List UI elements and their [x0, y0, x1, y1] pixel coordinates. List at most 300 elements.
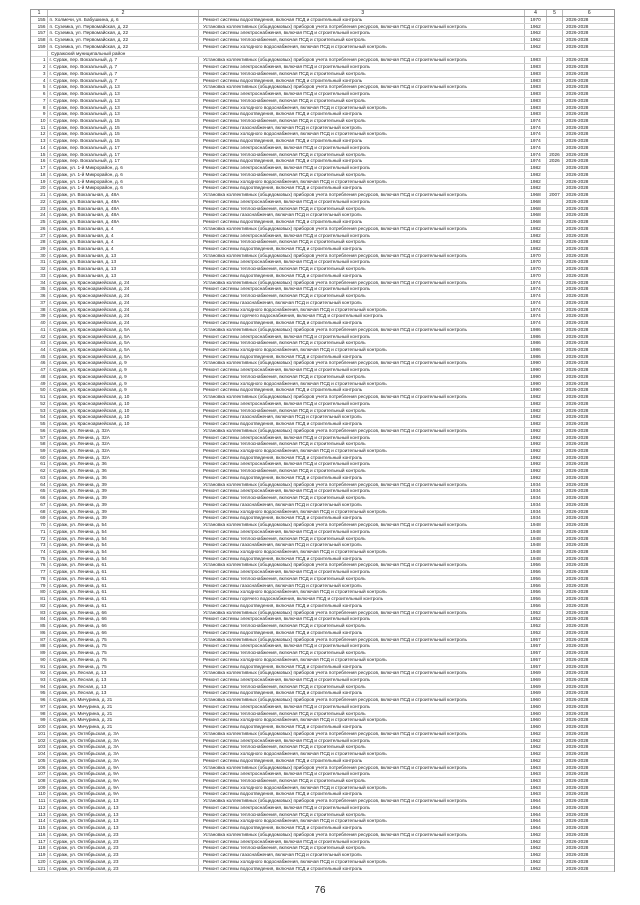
address-cell: п. Суземка, ул. Первомайская, д. 22 [48, 24, 199, 30]
year-cell: 1983 [525, 84, 547, 90]
work-type-cell: Ремонт системы водоотведения, включая ПСД и строительный контроль [199, 724, 525, 730]
work-type-cell: Установка коллективных (общедомовых) приборов учета потребления ресурсов, включая ПСД и строительный контроль [199, 428, 525, 434]
period-cell: 2026-2028 [566, 858, 589, 864]
address-cell: г. Сураж, ул. Красноармейская, д. 24 [48, 320, 199, 326]
period-cell: 2026-2028 [566, 528, 589, 534]
extra-year-cell [547, 347, 563, 353]
table-row [31, 791, 614, 798]
table-row [31, 717, 614, 724]
work-type-cell: Ремонт системы газоснабжения, включая ПСД и строительный контроль [199, 125, 525, 131]
row-number: 81 [31, 596, 48, 602]
extra-year-cell [547, 717, 563, 723]
row-number: 1 [31, 57, 48, 63]
table-row [31, 17, 614, 24]
period-cell: 2026-2028 [566, 710, 589, 716]
year-cell: 1992 [525, 448, 547, 454]
extra-year-cell [547, 145, 563, 151]
row-number: 22 [31, 199, 48, 205]
address-cell: г. Сураж, ул. Октябрьская, д. 13 [48, 798, 199, 804]
extra-year-cell [547, 798, 563, 804]
table-row [31, 589, 614, 596]
work-type-cell: Ремонт системы теплоснабжения, включая ПСД и строительный контроль [199, 744, 525, 750]
period-cell: 2026-2028 [566, 825, 589, 831]
work-type-cell: Ремонт системы теплоснабжения, включая ПСД и строительный контроль [199, 239, 525, 245]
period-cell: 2026-2028 [566, 259, 589, 265]
row-number: 8 [31, 105, 48, 111]
row-number: 37 [31, 300, 48, 306]
table-row [31, 300, 614, 307]
address-cell: г. Сураж, ул. Лесная, д. 13 [48, 684, 199, 690]
year-cell: 1934 [525, 495, 547, 501]
table-row [31, 690, 614, 697]
address-cell: п. Суземка, ул. Первомайская, д. 22 [48, 44, 199, 50]
column-number-5: 5 [547, 10, 563, 16]
table-row [31, 798, 614, 805]
row-number: 12 [31, 131, 48, 137]
address-cell: г. Сураж, ул. Красноармейская, д. 9 [48, 374, 199, 380]
extra-year-cell [547, 738, 563, 744]
work-type-cell: Ремонт системы теплоснабжения, включая ПСД и строительный контроль [199, 812, 525, 818]
work-type-cell: Ремонт системы электроснабжения, включая ПСД и строительный контроль [199, 616, 525, 622]
year-cell: 1974 [525, 125, 547, 131]
table-row [31, 785, 614, 792]
year-cell: 1970 [525, 273, 547, 279]
row-number: 99 [31, 717, 48, 723]
year-cell: 1956 [525, 596, 547, 602]
extra-year-cell [547, 569, 563, 575]
period-cell: 2026-2028 [566, 138, 589, 144]
table-row [31, 758, 614, 765]
period-cell: 2026-2028 [566, 279, 589, 285]
table-row [31, 664, 614, 671]
table-row [31, 414, 614, 421]
year-cell: 1962 [525, 44, 547, 50]
extra-year-cell [547, 488, 563, 494]
address-cell: г. Сураж, ул. Ленина, д. 36 [48, 461, 199, 467]
row-number: 20 [31, 185, 48, 191]
year-cell: 1986 [525, 327, 547, 333]
work-type-cell: Ремонт системы холодного водоснабжения, включая ПСД и строительный контроль [199, 131, 525, 137]
table-row [31, 340, 614, 347]
work-type-cell: Ремонт системы водоотведения, включая ПСД и строительный контроль [199, 138, 525, 144]
table-row [31, 650, 614, 657]
extra-year-cell [547, 421, 563, 427]
extra-year-cell [547, 562, 563, 568]
work-type-cell: Ремонт системы электроснабжения, включая ПСД и строительный контроль [199, 461, 525, 467]
table-row [31, 24, 614, 31]
address-cell: г. Сураж, ул. Красноармейская, д. 24 [48, 300, 199, 306]
address-cell: г. Сураж, ул. Красноармейская, д. 5А [48, 334, 199, 340]
year-cell: 1960 [525, 711, 547, 717]
table-row [31, 199, 614, 206]
year-cell: 1962 [525, 859, 547, 865]
address-cell: г. Сураж, ул. Красноармейская, д. 9 [48, 367, 199, 373]
extra-year-cell [547, 610, 563, 616]
extra-year-cell [547, 643, 563, 649]
address-cell: г. Сураж, ул. Ленина, д. 54 [48, 549, 199, 555]
extra-year-cell [547, 758, 563, 764]
address-cell: г. Сураж, пер. Вокзальный, д. 17 [48, 158, 199, 164]
row-number: 56 [31, 428, 48, 434]
row-number: 53 [31, 408, 48, 414]
row-number: 121 [31, 866, 48, 872]
row-number: 116 [31, 832, 48, 838]
table-row [31, 212, 614, 219]
year-cell: 1948 [525, 522, 547, 528]
year-cell: 1974 [525, 158, 547, 164]
table-row [31, 44, 614, 51]
period-cell: 2026-2028 [566, 629, 589, 635]
address-cell: г. Сураж, ул. Ленина, д. 54 [48, 556, 199, 562]
period-cell: 2026-2028 [566, 791, 589, 797]
extra-year-cell [547, 690, 563, 696]
period-cell: 2026-2028 [566, 831, 589, 837]
work-type-cell: Ремонт системы теплоснабжения, включая ПСД и строительный контроль [199, 374, 525, 380]
address-cell: г. Сураж, ул. Лесная, д. 13 [48, 690, 199, 696]
address-cell: г. Сураж, ул. Вокзальная, д. 48А [48, 219, 199, 225]
row-number: 75 [31, 556, 48, 562]
year-cell: 1968 [525, 206, 547, 212]
year-cell: 1963 [525, 791, 547, 797]
row-number: 73 [31, 542, 48, 548]
table-row [31, 354, 614, 361]
extra-year-cell [547, 441, 563, 447]
work-type-cell: Ремонт системы электроснабжения, включая ПСД и строительный контроль [199, 91, 525, 97]
row-number: 102 [31, 738, 48, 744]
table-row [31, 239, 614, 246]
table-row [31, 704, 614, 711]
work-type-cell: Установка коллективных (общедомовых) приборов учета потребления ресурсов, включая ПСД и строительный контроль [199, 327, 525, 333]
year-cell: 1948 [525, 542, 547, 548]
work-type-cell: Ремонт системы электроснабжения, включая ПСД и строительный контроль [199, 165, 525, 171]
period-cell: 2026-2028 [566, 744, 589, 750]
row-number: 38 [31, 307, 48, 313]
extra-year-cell [547, 805, 563, 811]
work-type-cell: Ремонт системы электроснабжения, включая ПСД и строительный контроль [199, 233, 525, 239]
work-type-cell: Установка коллективных (общедомовых) приборов учета потребления ресурсов, включая ПСД и строительный контроль [199, 280, 525, 286]
extra-year-cell [547, 259, 563, 265]
extra-year-cell [547, 125, 563, 131]
address-cell: г. Сураж, пер. Вокзальный, д. 17 [48, 152, 199, 158]
period-cell: 2026-2028 [566, 623, 589, 629]
period-cell: 2026-2028 [566, 495, 589, 501]
table-row [31, 320, 614, 327]
address-cell: г. Сураж, ул. Ленина, д. 32А [48, 435, 199, 441]
period-cell: 2026-2028 [566, 596, 589, 602]
row-number: 157 [31, 30, 48, 36]
table-row [31, 307, 614, 314]
work-type-cell: Ремонт системы водоотведения, включая ПСД и строительный контроль [199, 556, 525, 562]
period-cell: 2026-2028 [566, 353, 589, 359]
period-cell: 2026-2028 [566, 575, 589, 581]
period-cell: 2026-2028 [566, 77, 589, 83]
year-cell: 1963 [525, 778, 547, 784]
extra-year-cell [547, 374, 563, 380]
year-cell: 1962 [525, 24, 547, 30]
year-cell: 1986 [525, 347, 547, 353]
row-number: 62 [31, 468, 48, 474]
row-number: 55 [31, 421, 48, 427]
work-type-cell: Установка коллективных (общедомовых) приборов учета потребления ресурсов, включая ПСД и строительный контроль [199, 24, 525, 30]
year-cell: 1992 [525, 461, 547, 467]
period-cell: 2026-2028 [566, 151, 589, 157]
row-number: 28 [31, 239, 48, 245]
extra-year-cell [547, 845, 563, 851]
table-row [31, 360, 614, 367]
address-cell: г. Сураж, ул. Красноармейская, д. 10 [48, 414, 199, 420]
year-cell: 1952 [525, 623, 547, 629]
extra-year-cell [547, 448, 563, 454]
period-cell: 2026-2028 [566, 764, 589, 770]
work-type-cell: Установка коллективных (общедомовых) приборов учета потребления ресурсов, включая ПСД и строительный контроль [199, 226, 525, 232]
table-row [31, 697, 614, 704]
year-cell: 1962 [525, 731, 547, 737]
row-number: 18 [31, 172, 48, 178]
extra-year-cell [547, 226, 563, 232]
table-row [31, 435, 614, 442]
extra-year-cell [547, 616, 563, 622]
address-cell: г. Сураж, пер. Вокзальный, д. 13 [48, 84, 199, 90]
row-number: 118 [31, 845, 48, 851]
year-cell: 1968 [525, 192, 547, 198]
table-row [31, 556, 614, 563]
work-type-cell: Ремонт системы теплоснабжения, включая ПСД и строительный контроль [199, 576, 525, 582]
year-cell: 1982 [525, 226, 547, 232]
table-row [31, 367, 614, 374]
year-cell: 1948 [525, 529, 547, 535]
period-cell: 2026-2028 [566, 232, 589, 238]
table-row [31, 226, 614, 233]
address-cell: г. Сураж, ул. Красноармейская, д. 24 [48, 313, 199, 319]
table-row [31, 172, 614, 179]
extra-year-cell [547, 105, 563, 111]
period-cell: 2026-2028 [566, 286, 589, 292]
address-cell: г. Сураж, ул. Октябрьская, д. 3А [48, 738, 199, 744]
extra-year-cell [547, 233, 563, 239]
work-type-cell: Ремонт системы теплоснабжения, включая ПСД и строительный контроль [199, 711, 525, 717]
address-cell: г. Сураж, ул. Ленина, д. 32А [48, 455, 199, 461]
address-cell: г. Сураж, ул. Ленина, д. 66 [48, 610, 199, 616]
work-type-cell: Ремонт системы электроснабжения, включая ПСД и строительный контроль [199, 259, 525, 265]
extra-year-cell [547, 239, 563, 245]
table-row [31, 751, 614, 758]
address-cell: г. Сураж, ул. Ленина, д. 54 [48, 536, 199, 542]
period-cell: 2026-2028 [566, 454, 589, 460]
table-row [31, 111, 614, 118]
row-number: 100 [31, 724, 48, 730]
address-cell: г. Сураж, ул. Лесная, д. 13 [48, 670, 199, 676]
extra-year-cell [547, 461, 563, 467]
extra-year-cell [547, 522, 563, 528]
address-cell: г. Сураж, ул. Октябрьская, д. 13 [48, 825, 199, 831]
table-row [31, 549, 614, 556]
address-cell: г. Сураж, ул. Ленина, д. 32А [48, 428, 199, 434]
address-cell: г. Сураж, пер. Вокзальный, д. 15 [48, 118, 199, 124]
work-type-cell: Ремонт системы холодного водоснабжения, включая ПСД и строительный контроль [199, 785, 525, 791]
table-row [31, 825, 614, 832]
table-row [31, 610, 614, 617]
table-row [31, 536, 614, 543]
year-cell: 1962 [525, 758, 547, 764]
year-cell: 1983 [525, 78, 547, 84]
work-type-cell: Ремонт системы электроснабжения, включая ПСД и строительный контроль [199, 401, 525, 407]
table-row [31, 522, 614, 529]
year-cell: 1982 [525, 179, 547, 185]
table-row [31, 71, 614, 78]
work-type-cell: Ремонт системы холодного водоснабжения, включая ПСД и строительный контроль [199, 105, 525, 111]
table-row [31, 845, 614, 852]
year-cell: 1957 [525, 637, 547, 643]
period-cell: 2026-2028 [566, 421, 589, 427]
row-number: 5 [31, 84, 48, 90]
address-cell: г. Сураж, ул. Ленина, д. 61 [48, 583, 199, 589]
repair-program-table [30, 9, 615, 872]
year-cell: 1982 [525, 408, 547, 414]
year-cell: 1968 [525, 219, 547, 225]
address-cell: г. Сураж, ул. Вокзальная, д. 48А [48, 206, 199, 212]
address-cell: г. Сураж, ул. Красноармейская, д. 9 [48, 381, 199, 387]
address-cell: г. Сураж, ул. Мичурина, д. 21 [48, 697, 199, 703]
work-type-cell: Ремонт системы холодного водоснабжения, включая ПСД и строительный контроль [199, 818, 525, 824]
extra-year-cell [547, 414, 563, 420]
row-number: 17 [31, 165, 48, 171]
work-type-cell: Ремонт системы газоснабжения, включая ПСД и строительный контроль [199, 212, 525, 218]
table-row [31, 630, 614, 637]
year-cell: 1982 [525, 185, 547, 191]
table-row [31, 771, 614, 778]
address-cell: г. Сураж, ул. Ленина, д. 54 [48, 542, 199, 548]
table-row [31, 259, 614, 266]
year-cell: 1974 [525, 286, 547, 292]
address-cell: г. Сураж, ул. Октябрьская, д. 3А [48, 731, 199, 737]
period-cell: 2026-2028 [566, 670, 589, 676]
address-cell: г. Сураж, ул. Красноармейская, д. 24 [48, 280, 199, 286]
address-cell: г. Сураж, ул. Вокзальная, д. 48А [48, 192, 199, 198]
extra-year-cell [547, 212, 563, 218]
work-type-cell: Установка коллективных (общедомовых) приборов учета потребления ресурсов, включая ПСД и строительный контроль [199, 192, 525, 198]
row-number: 40 [31, 320, 48, 326]
work-type-cell: Ремонт системы водоотведения, включая ПСД и строительный контроль [199, 475, 525, 481]
extra-year-cell [547, 630, 563, 636]
address-cell: г. Сураж, ул. Ленина, д. 61 [48, 596, 199, 602]
year-cell: 1990 [525, 374, 547, 380]
year-cell: 1982 [525, 165, 547, 171]
table-row [31, 596, 614, 603]
table-row [31, 57, 614, 64]
work-type-cell: Ремонт системы электроснабжения, включая ПСД и строительный контроль [199, 771, 525, 777]
extra-year-cell [547, 219, 563, 225]
table-row [31, 603, 614, 610]
row-number: 6 [31, 91, 48, 97]
address-cell: г. Сураж, ул. Ленина, д. 61 [48, 603, 199, 609]
address-cell: г. Сураж, ул. Красноармейская, д. 10 [48, 421, 199, 427]
year-cell: 1962 [525, 744, 547, 750]
year-cell: 1982 [525, 239, 547, 245]
row-number [31, 51, 48, 57]
work-type-cell: Ремонт системы газоснабжения, включая ПСД и строительный контроль [199, 852, 525, 858]
work-type-cell: Установка коллективных (общедомовых) приборов учета потребления ресурсов, включая ПСД и строительный контроль [199, 522, 525, 528]
extra-year-cell [547, 791, 563, 797]
extra-year-cell [547, 57, 563, 63]
row-number: 3 [31, 71, 48, 77]
year-cell: 1960 [525, 697, 547, 703]
extra-year-cell [547, 37, 563, 43]
table-row [31, 562, 614, 569]
extra-year-cell [547, 509, 563, 515]
extra-year-cell [547, 549, 563, 555]
extra-year-cell [547, 576, 563, 582]
extra-year-cell [547, 253, 563, 259]
work-type-cell: Ремонт системы газоснабжения, включая ПСД и строительный контроль [199, 300, 525, 306]
period-cell: 2026-2028 [566, 346, 589, 352]
row-number: 88 [31, 643, 48, 649]
table-row [31, 509, 614, 516]
address-cell: г. Сураж, ул. Ленина, д. 75 [48, 637, 199, 643]
extra-year-cell [547, 778, 563, 784]
period-cell: 2026-2028 [566, 299, 589, 305]
period-cell: 2026-2028 [566, 414, 589, 420]
address-cell: г. Сураж, ул. Красноармейская, д. 10 [48, 401, 199, 407]
year-cell: 1962 [525, 30, 547, 36]
address-cell: г. Сураж, ул. Красноармейская, д. 10 [48, 394, 199, 400]
work-type-cell: Ремонт системы теплоснабжения, включая ПСД и строительный контроль [199, 495, 525, 501]
row-number: 67 [31, 502, 48, 508]
table-row [31, 515, 614, 522]
period-cell: 2026-2028 [566, 555, 589, 561]
table-row [31, 637, 614, 644]
extra-year-cell [547, 677, 563, 683]
address-cell: г. Сураж, ул. Ленина, д. 66 [48, 623, 199, 629]
table-row [31, 744, 614, 751]
work-type-cell: Ремонт системы холодного водоснабжения, включая ПСД и строительный контроль [199, 448, 525, 454]
address-cell: г. Сураж, пер. Вокзальный, д. 13 [48, 91, 199, 97]
period-cell: 2026-2028 [566, 703, 589, 709]
period-cell: 2026-2028 [566, 158, 589, 164]
row-number: 95 [31, 690, 48, 696]
address-cell: г. Сураж, ул. Ленина, д. 39 [48, 509, 199, 515]
table-row [31, 724, 614, 731]
table-row [31, 30, 614, 37]
address-cell: г. Сураж, ул. Ленина, д. 61 [48, 589, 199, 595]
address-cell: г. Сураж, ул. Октябрьская, д. 23 [48, 859, 199, 865]
table-row [31, 327, 614, 334]
period-cell: 2026-2028 [566, 340, 589, 346]
work-type-cell: Ремонт системы холодного водоснабжения, включая ПСД и строительный контроль [199, 381, 525, 387]
year-cell: 1957 [525, 643, 547, 649]
extra-year-cell [547, 273, 563, 279]
table-row [31, 542, 614, 549]
extra-year-cell [547, 818, 563, 824]
extra-year-cell [547, 71, 563, 77]
address-cell: г. Сураж, ул. 1-й Микрорайон, д. 6 [48, 165, 199, 171]
work-type-cell: Ремонт системы теплоснабжения, включая ПСД и строительный контроль [199, 408, 525, 414]
period-cell: 2026-2028 [566, 266, 589, 272]
table-row [31, 118, 614, 125]
extra-year-cell [547, 340, 563, 346]
extra-year-cell [547, 24, 563, 30]
row-number: 63 [31, 475, 48, 481]
work-type-cell: Ремонт системы теплоснабжения, включая ПСД и строительный контроль [199, 71, 525, 77]
address-cell: г. Сураж, ул. Красноармейская, д. 9 [48, 360, 199, 366]
period-cell: 2026-2028 [566, 272, 589, 278]
work-type-cell: Ремонт системы водоотведения, включая ПСД и строительный контроль [199, 273, 525, 279]
address-cell: г. Сураж, пер. Вокзальный, д. 7 [48, 64, 199, 70]
period-cell: 2026-2028 [566, 804, 589, 810]
period-cell: 2026-2028 [566, 245, 589, 251]
table-row [31, 293, 614, 300]
table-row [31, 441, 614, 448]
row-number: 19 [31, 179, 48, 185]
